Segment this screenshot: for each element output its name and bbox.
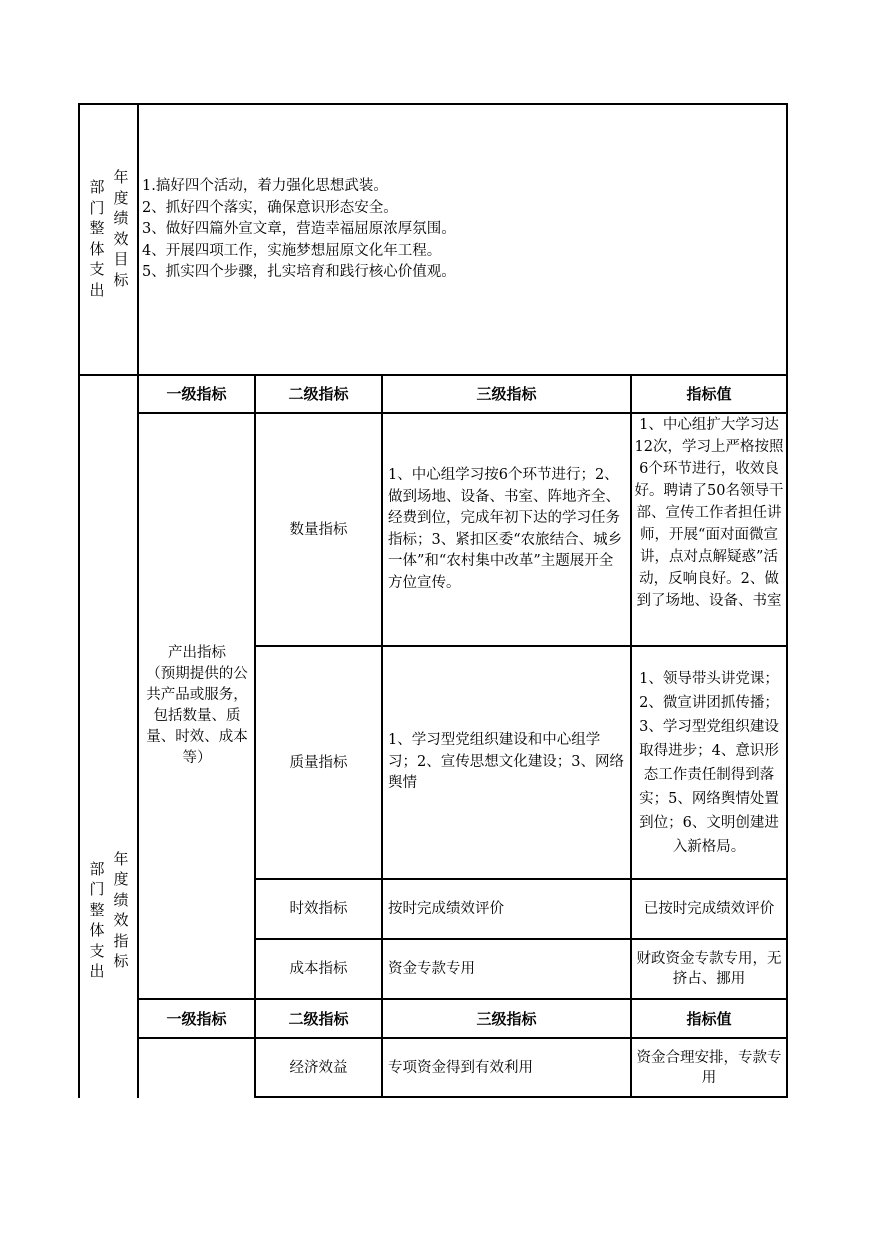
indicator-label-char: 出	[89, 962, 105, 980]
goal-item: 5、抓实四个步骤，扎实培育和践行核心价值观。	[142, 264, 456, 280]
goals-list	[142, 176, 782, 284]
goal-label-char: 绩	[113, 209, 129, 227]
level3-quantity: 1、中心组学习按6个环节进行；2、做到场地、设备、书室、阵地齐全、经费到位，完成年初下达的学习任务指标；3、紧扣区委“农旅结合、城乡一体”和“农村集中改革”主题展开全方位宣传。	[388, 467, 623, 591]
goal-label-char: 体	[89, 239, 105, 258]
indicator-section-label-col2	[108, 835, 134, 985]
level2-quality: 质量指标	[289, 754, 348, 771]
indicator-label-char: 年	[113, 849, 129, 868]
level3-economic: 专项资金得到有效利用	[388, 1059, 533, 1076]
level3-quality: 1、学习型党组织建设和中心组学习；2、宣传思想文化建设；3、网络舆情	[388, 732, 624, 792]
value-economic: 资金合理安排，专款专用	[636, 1049, 782, 1086]
header-level1: 一级指标	[166, 385, 227, 403]
label-divider	[137, 103, 139, 1098]
header-level3: 三级指标	[476, 385, 537, 403]
indicator-label-char: 部	[89, 859, 105, 878]
level3-cost: 资金专款专用	[388, 961, 475, 977]
level2-time: 时效指标	[289, 901, 348, 917]
header2-level3: 三级指标	[476, 1009, 537, 1028]
goal-section-label-col2	[108, 93, 134, 364]
indicator-label-char: 绩	[113, 890, 129, 909]
econ-row-bottom	[254, 1096, 788, 1098]
goal-label-char: 部	[89, 178, 105, 196]
goal-label-char: 年	[113, 168, 129, 186]
border-right-bottom	[786, 374, 788, 1098]
goal-label-char: 门	[89, 198, 105, 217]
goal-label-char: 支	[89, 260, 105, 278]
goal-label-char: 度	[113, 188, 129, 207]
goal-label-char: 目	[113, 250, 129, 268]
output-indicator-label: 产出指标 （预期提供的公共产品或服务，包括数量、质量、时效、成本等）	[146, 645, 248, 766]
goal-label-char: 效	[113, 229, 129, 248]
header2-value: 指标值	[686, 1009, 732, 1028]
level3-time: 按时完成绩效评价	[388, 901, 504, 917]
indicator-section-label-col1	[84, 845, 110, 995]
goal-item: 4、开展四项工作，实施梦想屈原文化年工程。	[142, 242, 442, 259]
indicator-label-char: 度	[113, 870, 129, 888]
value-quantity: 1、中心组扩大学习达12次，学习上严格按照6个环节进行，收效良好。聘请了50名领导干部、宣传工作者担任讲师，开展“面对面微宣讲，点对点解疑惑”活动，反响良好。2、做到了场地、设备、书室	[634, 417, 784, 609]
header-level2: 二级指标	[288, 385, 349, 403]
indicator-label-char: 体	[89, 921, 105, 939]
value-time: 已按时完成绩效评价	[643, 901, 775, 917]
goal-section-label-col1	[84, 103, 110, 374]
col-divider-3	[630, 374, 632, 1098]
header2-level1: 一级指标	[166, 1009, 227, 1028]
border-top	[78, 103, 788, 105]
border-left	[78, 103, 80, 1098]
goal-item: 1.搞好四个活动，着力强化思想武装。	[142, 178, 388, 194]
header2-level2: 二级指标	[288, 1009, 349, 1028]
goal-label-char: 整	[89, 219, 105, 237]
level2-economic: 经济效益	[289, 1059, 348, 1076]
value-quality: 1、领导带头讲党课；2、微宣讲团抓传播；3、学习型党组织建设取得进步；4、意识形态工作责任制得到落实；5、网络舆情处置到位；6、文明创建进入新格局。	[639, 670, 779, 855]
indicator-label-char: 整	[89, 900, 105, 919]
indicator-label-char: 门	[89, 880, 105, 898]
indicator-label-char: 效	[113, 911, 129, 929]
level2-quantity: 数量指标	[289, 521, 348, 538]
value-cost: 财政资金专款专用，无挤占、挪用	[636, 951, 782, 987]
goal-item: 3、做好四篇外宣文章，营造幸福屈原浓厚氛围。	[142, 221, 456, 237]
goal-label-char: 出	[89, 280, 105, 299]
indicator-label-char: 标	[113, 952, 129, 970]
goal-label-char: 标	[113, 270, 129, 289]
border-right-top	[786, 103, 788, 376]
indicator-label-char: 指	[113, 931, 129, 950]
indicator-label-char: 支	[89, 941, 105, 960]
header-value: 指标值	[686, 385, 732, 403]
goal-item: 2、抓好四个落实，确保意识形态安全。	[142, 199, 398, 216]
level2-cost: 成本指标	[289, 961, 348, 977]
